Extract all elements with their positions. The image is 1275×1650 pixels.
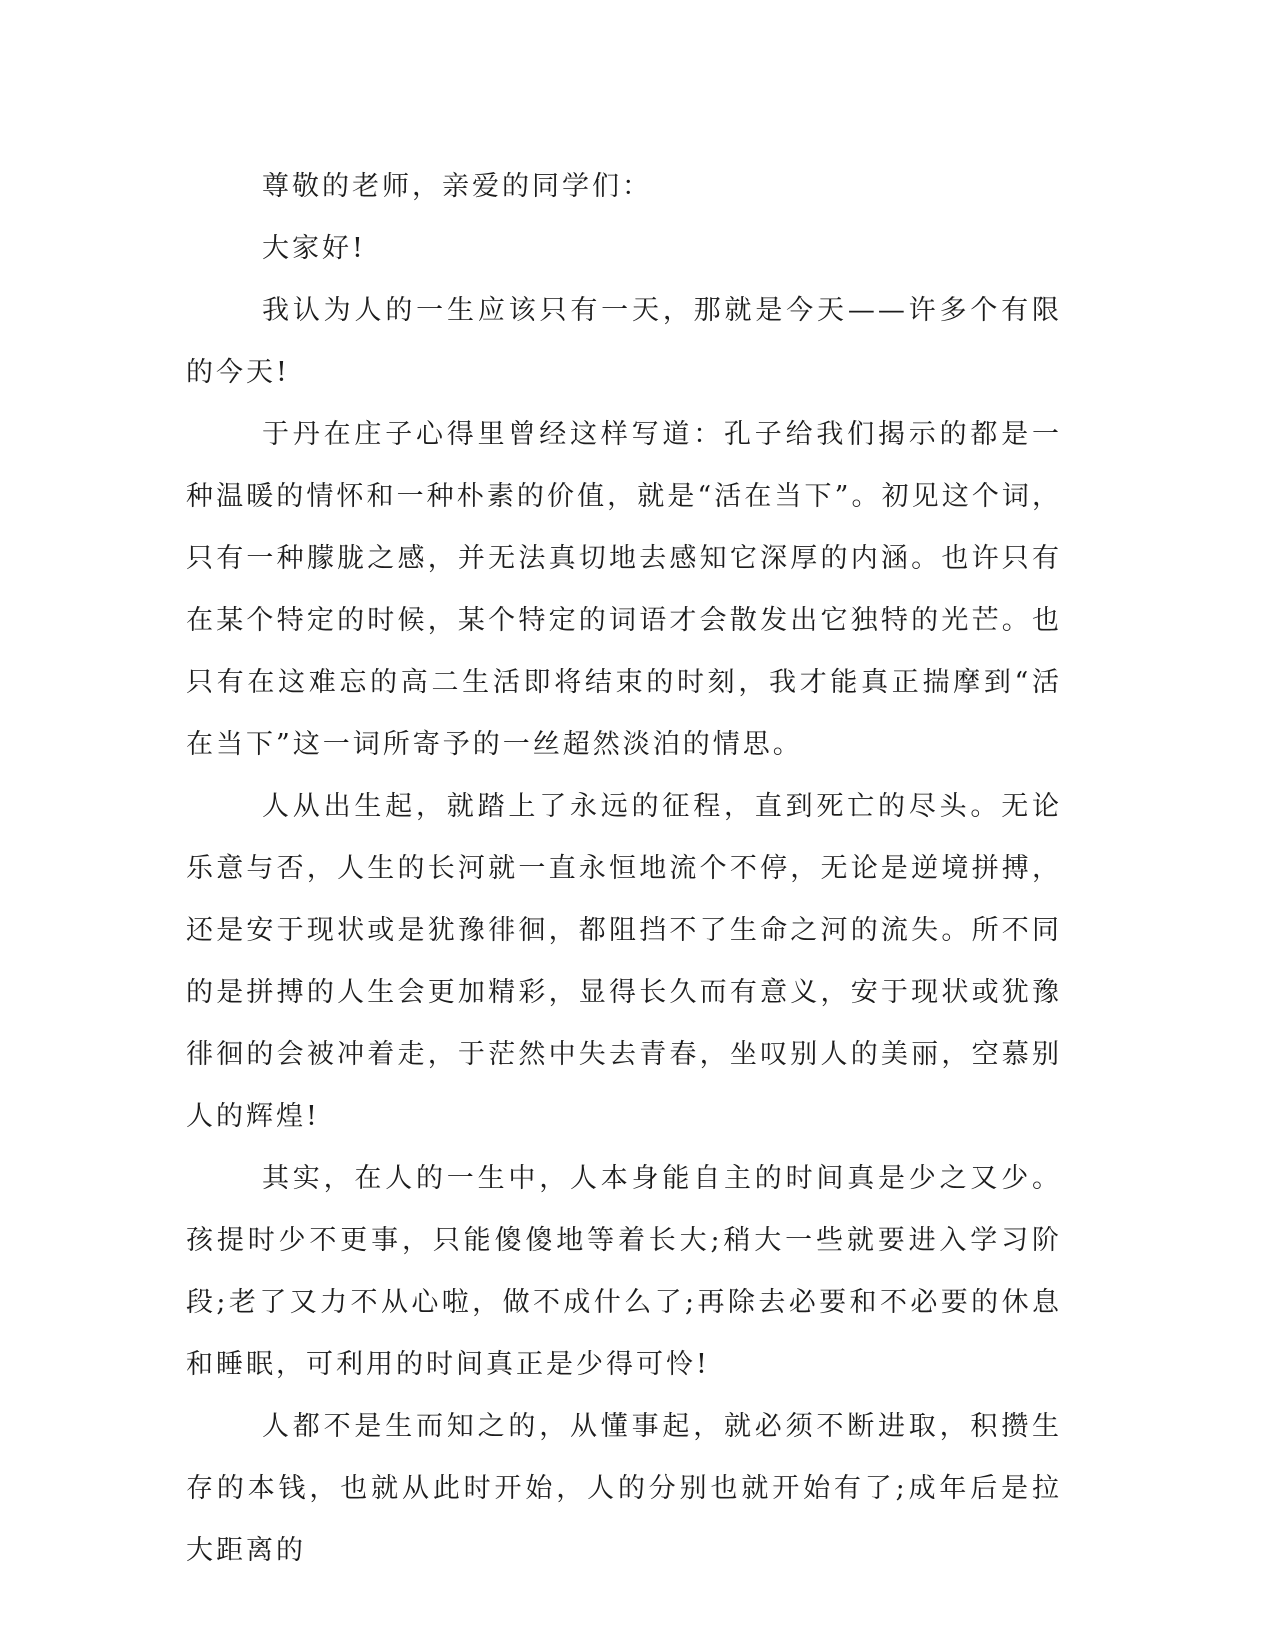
greeting: 大家好! <box>262 233 366 264</box>
paragraph-2: 于丹在庄子心得里曾经这样写道：孔子给我们揭示的都是一种温暖的情怀和一种朴素的价值，就是“活在当下”。初见这个词，只有一种朦胧之感，并无法真切地去感知它深厚的内涵。也许只有在某个特定的时候，某个特定的词语才会散发出它独特的光芒。也只有在这难忘的高二生活即将结束的时刻，我才能真正揣摩到“活在当下”这一词所寄予的一丝超然淡泊的情思。 <box>186 419 1062 760</box>
paragraph-3: 人从出生起，就踏上了永远的征程，直到死亡的尽头。无论乐意与否，人生的长河就一直永恒地流个不停，无论是逆境拼搏，还是安于现状或是犹豫徘徊，都阻挡不了生命之河的流失。所不同的是拼搏的人生会更加精彩，显得长久而有意义，安于现状或犹豫徘徊的会被冲着走，于茫然中失去青春，坐叹别人的美丽，空慕别人的辉煌! <box>186 791 1062 1132</box>
paragraph-4: 其实，在人的一生中，人本身能自主的时间真是少之又少。孩提时少不更事，只能傻傻地等着长大;稍大一些就要进入学习阶段;老了又力不从心啦，做不成什么了;再除去必要和不必要的休息和睡眠，可利用的时间真正是少得可怜! <box>186 1163 1062 1380</box>
salutation: 尊敬的老师，亲爱的同学们： <box>262 171 652 202</box>
paragraph-1: 我认为人的一生应该只有一天，那就是今天——许多个有限的今天! <box>186 295 1062 388</box>
speech-text <box>186 156 1062 1582</box>
paragraph-5: 人都不是生而知之的，从懂事起，就必须不断进取，积攒生存的本钱，也就从此时开始，人的分别也就开始有了;成年后是拉大距离的 <box>186 1411 1062 1566</box>
